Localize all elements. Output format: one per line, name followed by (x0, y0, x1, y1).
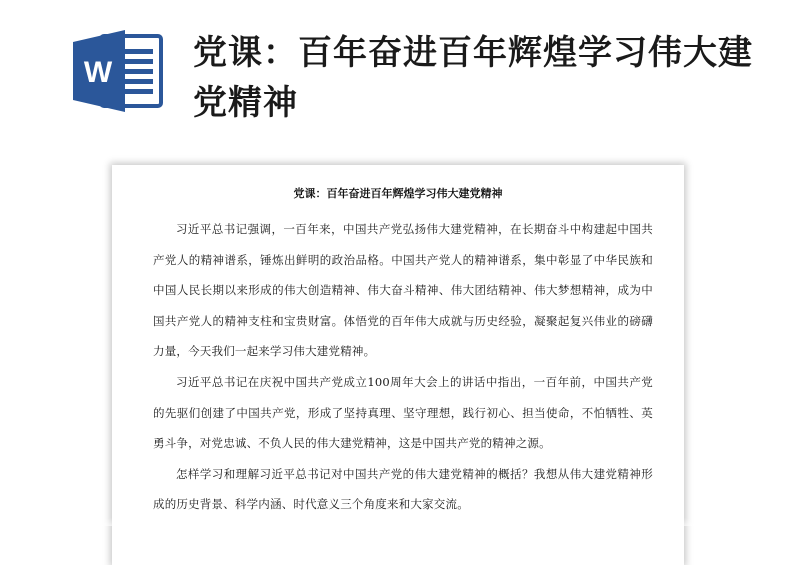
microsoft-word-icon (73, 30, 165, 112)
document-title: 党课：百年奋进百年辉煌学习伟大建党精神 (293, 187, 503, 200)
paragraph-3: 怎样学习和理解习近平总书记对中国共产党的伟大建党精神的概括？我想从伟大建党精神形成的历史背景、科学内涵、时代意义三个角度来和大家交流。 (153, 466, 653, 512)
page-title: 党课：百年奋进百年辉煌学习伟大建党精神 (193, 33, 753, 123)
word-logo-letter: W (83, 56, 113, 89)
bottom-fade (0, 518, 800, 526)
document-body (153, 214, 653, 520)
paragraph-1: 习近平总书记强调，一百年来，中国共产党弘扬伟大建党精神，在长期奋斗中构建起中国共产党人的精神谱系，锤炼出鲜明的政治品格。中国共产党人的精神谱系，集中彰显了中华民族和中国人民长期以来形成的伟大创造精神、伟大奋斗精神、伟大团结精神、伟大梦想精神，成为中国共产党人的精神支柱和宝贵财富。体悟党的百年伟大成就与历史经验，凝聚起复兴伟业的磅礴力量，今天我们一起来学习伟大建党精神。 (153, 222, 653, 359)
document-page (112, 165, 684, 565)
paragraph-2: 习近平总书记在庆祝中国共产党成立100周年大会上的讲话中指出，一百年前，中国共产党的先驱们创建了中国共产党，形成了坚持真理、坚守理想，践行初心、担当使命，不怕牺牲、英勇斗争，对党忠诚、不负人民的伟大建党精神，这是中国共产党的精神之源。 (153, 374, 653, 451)
